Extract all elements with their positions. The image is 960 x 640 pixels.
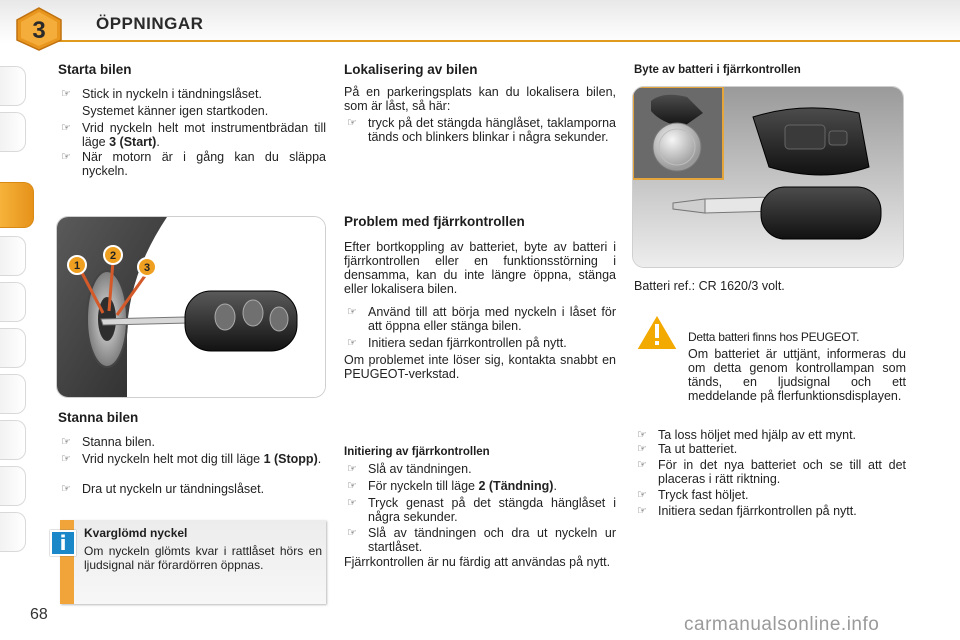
info-icon: i bbox=[50, 530, 76, 556]
bullet-icon: ☞ bbox=[347, 337, 357, 349]
bullet-icon: ☞ bbox=[347, 306, 357, 318]
bullet-text: Tryck fast höljet. bbox=[658, 488, 749, 502]
info-box-text: Om nyckeln glömts kvar i rattlåset hörs en ljudsignal när förardörren öppnas. bbox=[84, 544, 322, 572]
bullet-icon: ☞ bbox=[61, 151, 71, 163]
chapter-tab[interactable] bbox=[0, 466, 26, 506]
bullet-icon: ☞ bbox=[61, 483, 71, 495]
bullet-item bbox=[634, 504, 906, 518]
bullet-item bbox=[344, 526, 616, 554]
bullet-icon: ☞ bbox=[347, 497, 357, 509]
bullet-text: Ta loss höljet med hjälp av ett mynt. bbox=[658, 428, 857, 442]
bullet-text: När motorn är i gång kan du släppa nyckeln. bbox=[82, 150, 326, 178]
bullet-icon: ☞ bbox=[637, 505, 647, 517]
battery-illustration bbox=[633, 87, 904, 268]
bullet-continuation: Systemet känner igen startkoden. bbox=[82, 104, 269, 118]
footer-watermark: carmanualsonline.info bbox=[684, 614, 880, 635]
bullet-text: Ta ut batteriet. bbox=[658, 442, 738, 456]
battery-reference: Batteri ref.: CR 1620/3 volt. bbox=[634, 279, 785, 293]
chapter-tab[interactable] bbox=[0, 236, 26, 276]
bullet-icon: ☞ bbox=[61, 122, 71, 134]
bullet-text: Initiera sedan fjärrkontrollen på nytt. bbox=[658, 504, 857, 518]
bullet-text: Slå av tändningen och dra ut nyckeln ur startlåset. bbox=[368, 526, 616, 554]
warning-title: Detta batteri finns hos PEUGEOT. bbox=[688, 330, 860, 344]
chapter-tab[interactable] bbox=[0, 282, 26, 322]
section-title-stop: Stanna bilen bbox=[58, 410, 139, 425]
bullet-icon: ☞ bbox=[61, 453, 71, 465]
chapter-badge-icon bbox=[14, 6, 64, 52]
bullet-item bbox=[58, 435, 326, 449]
bullet-item bbox=[634, 488, 906, 502]
section-title-battery: Byte av batteri i fjärrkontrollen bbox=[634, 64, 801, 76]
init-outro: Fjärrkontrollen är nu färdig att användas på nytt. bbox=[344, 555, 611, 569]
page-header bbox=[0, 0, 960, 44]
bullet-item bbox=[344, 462, 616, 476]
ignition-key-illustration bbox=[57, 217, 326, 398]
key-position-label: 3 bbox=[143, 262, 151, 274]
bullet-text: Stanna bilen. bbox=[82, 435, 155, 449]
chapter-number: 3 bbox=[32, 17, 46, 44]
bullet-item bbox=[58, 452, 326, 466]
section-title-start: Starta bilen bbox=[58, 62, 132, 77]
bullet-text: Vrid nyckeln helt mot instrumentbrädan till läge 3 (Start). bbox=[82, 121, 326, 149]
bullet-item bbox=[344, 496, 616, 524]
section-title-init: Initiering av fjärrkontrollen bbox=[344, 446, 490, 458]
info-box bbox=[60, 520, 326, 604]
bullet-text: Slå av tändningen. bbox=[368, 462, 472, 476]
key-position-label: 1 bbox=[73, 260, 81, 272]
chapter-tab[interactable] bbox=[0, 112, 26, 152]
header-rule bbox=[30, 40, 960, 42]
bullet-icon: ☞ bbox=[637, 429, 647, 441]
bullet-icon: ☞ bbox=[347, 527, 357, 539]
warning-text: Om batteriet är uttjänt, informeras du om detta genom kontrollampan som tänds, en ljudsignal och ett meddelande på flerfunktionsdisplayen. bbox=[688, 347, 906, 403]
bullet-icon: ☞ bbox=[347, 117, 357, 129]
bullet-text: Stick in nyckeln i tändningslåset. bbox=[82, 87, 262, 101]
chapter-tab[interactable] bbox=[0, 328, 26, 368]
bullet-item bbox=[634, 458, 906, 486]
chapter-tabs bbox=[0, 60, 36, 580]
locate-intro: På en parkeringsplats kan du lokalisera bilen, som är låst, så här: bbox=[344, 85, 616, 113]
bullet-item bbox=[634, 442, 906, 456]
bullet-text: För in det nya batteriet och se till att det placeras i rätt riktning. bbox=[658, 458, 906, 486]
bullet-icon: ☞ bbox=[637, 489, 647, 501]
bullet-item bbox=[634, 428, 906, 442]
battery-figure bbox=[632, 86, 904, 268]
bullet-item bbox=[344, 116, 616, 144]
warning-icon bbox=[634, 312, 680, 352]
remote-problem-intro: Efter bortkoppling av batteriet, byte av batteri i fjärrkontrollen eller en funktionsstörning i densamma, kan du inte längre öppna, stänga eller lokalisera bilen. bbox=[344, 240, 616, 296]
chapter-tab[interactable] bbox=[0, 420, 26, 460]
bullet-item bbox=[344, 305, 616, 333]
section-title-remote-problem: Problem med fjärrkontrollen bbox=[344, 214, 525, 229]
bullet-icon: ☞ bbox=[637, 459, 647, 471]
chapter-tab[interactable] bbox=[0, 512, 26, 552]
chapter-tab[interactable] bbox=[0, 374, 26, 414]
bullet-icon: ☞ bbox=[347, 480, 357, 492]
bullet-text: Använd till att börja med nyckeln i låset för att öppna eller stänga bilen. bbox=[368, 305, 616, 333]
bullet-text: Vrid nyckeln helt mot dig till läge 1 (Stopp). bbox=[82, 452, 322, 466]
section-title-locate: Lokalisering av bilen bbox=[344, 62, 478, 77]
key-position-label: 2 bbox=[109, 250, 117, 262]
ignition-key-figure bbox=[56, 216, 326, 398]
bullet-text: Initiera sedan fjärrkontrollen på nytt. bbox=[368, 336, 567, 350]
bullet-item bbox=[58, 121, 326, 149]
bullet-text: Dra ut nyckeln ur tändningslåset. bbox=[82, 482, 265, 496]
bullet-text: tryck på det stängda hänglåset, taklamporna tänds och blinkers blinkar i några sekunder. bbox=[368, 116, 616, 144]
bullet-icon: ☞ bbox=[637, 443, 647, 455]
bullet-text: Tryck genast på det stängda hänglåset i några sekunder. bbox=[368, 496, 616, 524]
page-number: 68 bbox=[30, 606, 48, 623]
chapter-tab[interactable] bbox=[0, 66, 26, 106]
bullet-icon: ☞ bbox=[61, 436, 71, 448]
chapter-tab-active[interactable] bbox=[0, 182, 34, 228]
bullet-icon: ☞ bbox=[347, 463, 357, 475]
bullet-item bbox=[58, 87, 326, 101]
bullet-item bbox=[58, 482, 326, 496]
page-title: ÖPPNINGAR bbox=[96, 14, 204, 33]
bullet-item bbox=[58, 150, 326, 178]
remote-problem-outro: Om problemet inte löser sig, kontakta snabbt en PEUGEOT-verkstad. bbox=[344, 353, 616, 381]
bullet-text: För nyckeln till läge 2 (Tändning). bbox=[368, 479, 557, 493]
bullet-item bbox=[344, 336, 616, 350]
bullet-item bbox=[344, 479, 616, 493]
bullet-icon: ☞ bbox=[61, 88, 71, 100]
info-box-title: Kvarglömd nyckel bbox=[84, 526, 188, 540]
